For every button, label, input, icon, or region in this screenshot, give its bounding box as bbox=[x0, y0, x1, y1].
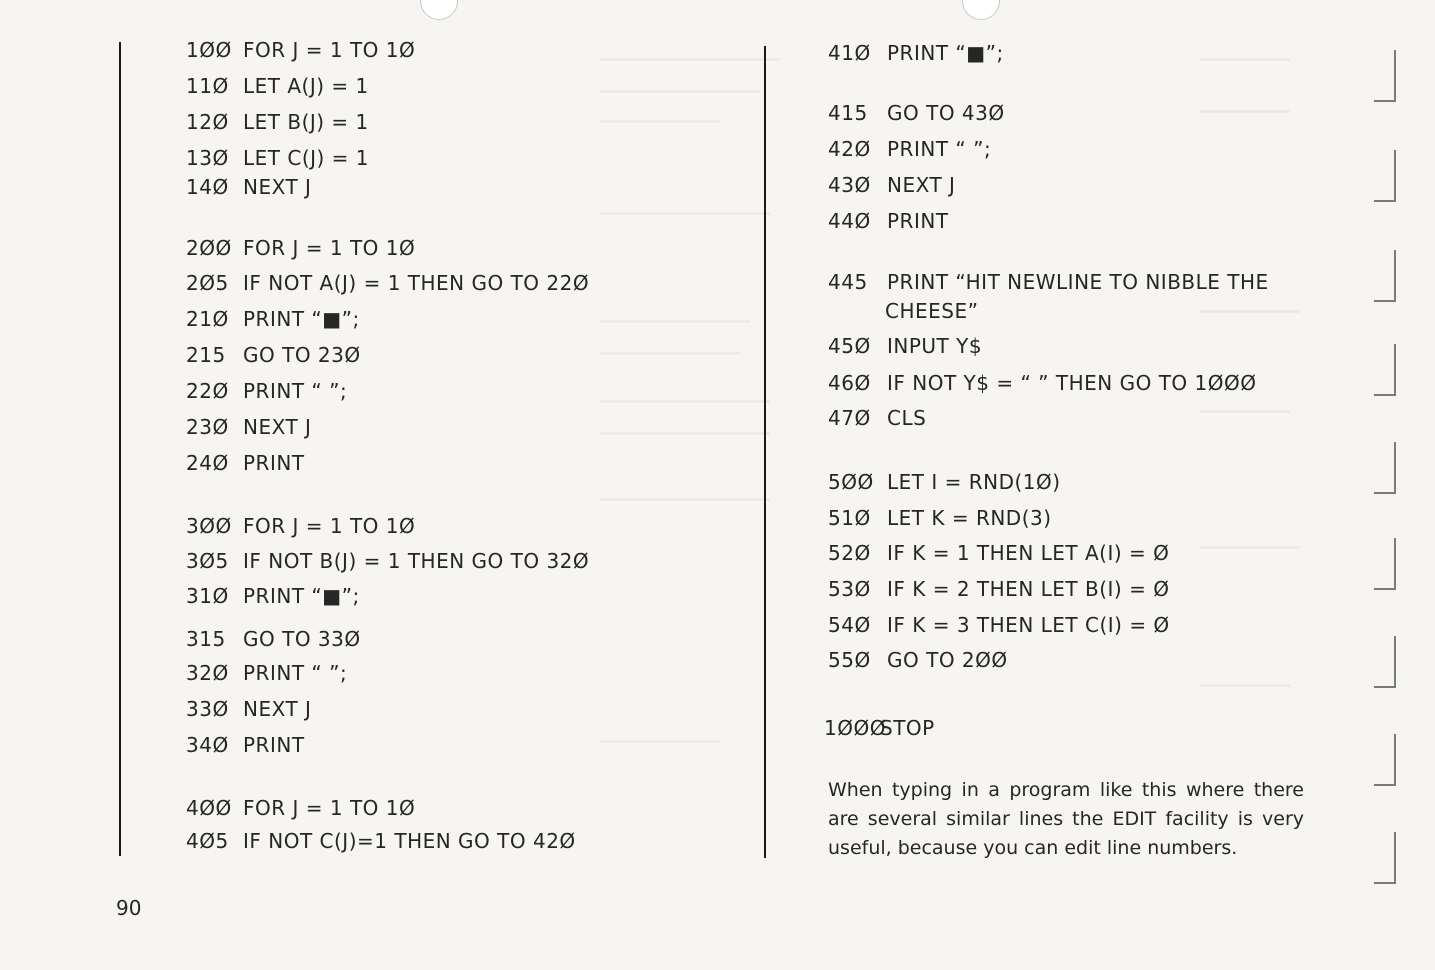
line-number: 54Ø bbox=[828, 613, 871, 637]
line-number: 47Ø bbox=[828, 406, 871, 430]
index-tab bbox=[1374, 442, 1396, 494]
line-statement: NEXT J bbox=[243, 697, 312, 721]
line-statement: GO TO 2ØØ bbox=[887, 648, 1008, 672]
line-statement: PRINT “ ”; bbox=[887, 137, 992, 161]
index-tab bbox=[1374, 538, 1396, 590]
binder-hole bbox=[420, 0, 458, 20]
line-statement: GO TO 33Ø bbox=[243, 627, 361, 651]
index-tab bbox=[1374, 50, 1396, 102]
line-statement: IF NOT B(J) = 1 THEN GO TO 32Ø bbox=[243, 549, 590, 573]
line-number: 34Ø bbox=[186, 733, 229, 757]
line-number: 23Ø bbox=[186, 415, 229, 439]
line-statement: IF K = 1 THEN LET A(I) = Ø bbox=[887, 541, 1170, 565]
editing-tip-paragraph: When typing in a program like this where there are several similar lines the EDIT facility is very useful, because you can edit line numbers. bbox=[828, 779, 1304, 859]
line-statement: PRINT “■”; bbox=[243, 307, 360, 331]
line-statement: PRINT bbox=[887, 209, 949, 233]
line-statement: FOR J = 1 TO 1Ø bbox=[243, 38, 416, 62]
right-margin-rule bbox=[764, 46, 766, 858]
index-tab bbox=[1374, 344, 1396, 396]
line-statement: LET C(J) = 1 bbox=[243, 146, 370, 170]
line-number: 1ØØ bbox=[186, 38, 232, 62]
line-number: 46Ø bbox=[828, 371, 871, 395]
line-statement: STOP bbox=[880, 716, 935, 740]
line-statement: LET K = RND(3) bbox=[887, 506, 1052, 530]
line-statement: FOR J = 1 TO 1Ø bbox=[243, 236, 416, 260]
line-statement: IF K = 2 THEN LET B(I) = Ø bbox=[887, 577, 1170, 601]
line-statement: PRINT “■”; bbox=[887, 41, 1004, 65]
index-tab bbox=[1374, 150, 1396, 202]
line-statement: NEXT J bbox=[243, 415, 312, 439]
line-number: 13Ø bbox=[186, 146, 229, 170]
line-number: 11Ø bbox=[186, 74, 229, 98]
line-number: 24Ø bbox=[186, 451, 229, 475]
line-statement: GO TO 43Ø bbox=[887, 101, 1005, 125]
line-number: 55Ø bbox=[828, 648, 871, 672]
line-statement: GO TO 23Ø bbox=[243, 343, 361, 367]
page-number: 90 bbox=[116, 896, 142, 920]
line-statement: FOR J = 1 TO 1Ø bbox=[243, 796, 416, 820]
line-number: 45Ø bbox=[828, 334, 871, 358]
line-statement: PRINT “HIT NEWLINE TO NIBBLE THE bbox=[887, 270, 1269, 294]
line-number: 43Ø bbox=[828, 173, 871, 197]
binder-hole bbox=[962, 0, 1000, 20]
line-number: 33Ø bbox=[186, 697, 229, 721]
line-number: 42Ø bbox=[828, 137, 871, 161]
line-statement: NEXT J bbox=[243, 175, 312, 199]
line-number: 32Ø bbox=[186, 661, 229, 685]
line-number: 41Ø bbox=[828, 41, 871, 65]
line-statement: PRINT “ ”; bbox=[243, 379, 348, 403]
line-statement: PRINT “■”; bbox=[243, 584, 360, 608]
line-number: 51Ø bbox=[828, 506, 871, 530]
line-number: 31Ø bbox=[186, 584, 229, 608]
line-number: 22Ø bbox=[186, 379, 229, 403]
line-number: 315 bbox=[186, 627, 226, 651]
line-number: 21Ø bbox=[186, 307, 229, 331]
line-statement: PRINT “ ”; bbox=[243, 661, 348, 685]
line-number: 5ØØ bbox=[828, 470, 874, 494]
line-number: 53Ø bbox=[828, 577, 871, 601]
line-statement: INPUT Y$ bbox=[887, 334, 983, 358]
line-statement: IF K = 3 THEN LET C(I) = Ø bbox=[887, 613, 1170, 637]
index-tabs bbox=[1374, 40, 1404, 900]
line-number: 445 bbox=[828, 270, 868, 294]
index-tab bbox=[1374, 832, 1396, 884]
line-statement: LET B(J) = 1 bbox=[243, 110, 369, 134]
line-number: 3ØØ bbox=[186, 514, 232, 538]
line-number: 52Ø bbox=[828, 541, 871, 565]
line-number: 415 bbox=[828, 101, 868, 125]
index-tab bbox=[1374, 636, 1396, 688]
line-statement: LET A(J) = 1 bbox=[243, 74, 369, 98]
line-number: 4Ø5 bbox=[186, 829, 229, 853]
line-number: 215 bbox=[186, 343, 226, 367]
line-number: 14Ø bbox=[186, 175, 229, 199]
line-statement: IF NOT Y$ = “ ” THEN GO TO 1ØØØ bbox=[887, 371, 1257, 395]
line-statement: NEXT J bbox=[887, 173, 956, 197]
line-number: 3Ø5 bbox=[186, 549, 229, 573]
line-statement: FOR J = 1 TO 1Ø bbox=[243, 514, 416, 538]
line-number: 2ØØ bbox=[186, 236, 232, 260]
line-statement: CLS bbox=[887, 406, 927, 430]
line-continuation: CHEESE” bbox=[885, 299, 979, 323]
index-tab bbox=[1374, 734, 1396, 786]
line-number: 12Ø bbox=[186, 110, 229, 134]
line-statement: IF NOT A(J) = 1 THEN GO TO 22Ø bbox=[243, 271, 590, 295]
index-tab bbox=[1374, 250, 1396, 302]
left-margin-rule bbox=[119, 42, 121, 856]
line-statement: IF NOT C(J)=1 THEN GO TO 42Ø bbox=[243, 829, 576, 853]
line-number: 44Ø bbox=[828, 209, 871, 233]
line-statement: PRINT bbox=[243, 451, 305, 475]
line-number: 4ØØ bbox=[186, 796, 232, 820]
line-number: 2Ø5 bbox=[186, 271, 229, 295]
line-statement: PRINT bbox=[243, 733, 305, 757]
line-number: 1ØØØ bbox=[824, 716, 886, 740]
line-statement: LET I = RND(1Ø) bbox=[887, 470, 1061, 494]
